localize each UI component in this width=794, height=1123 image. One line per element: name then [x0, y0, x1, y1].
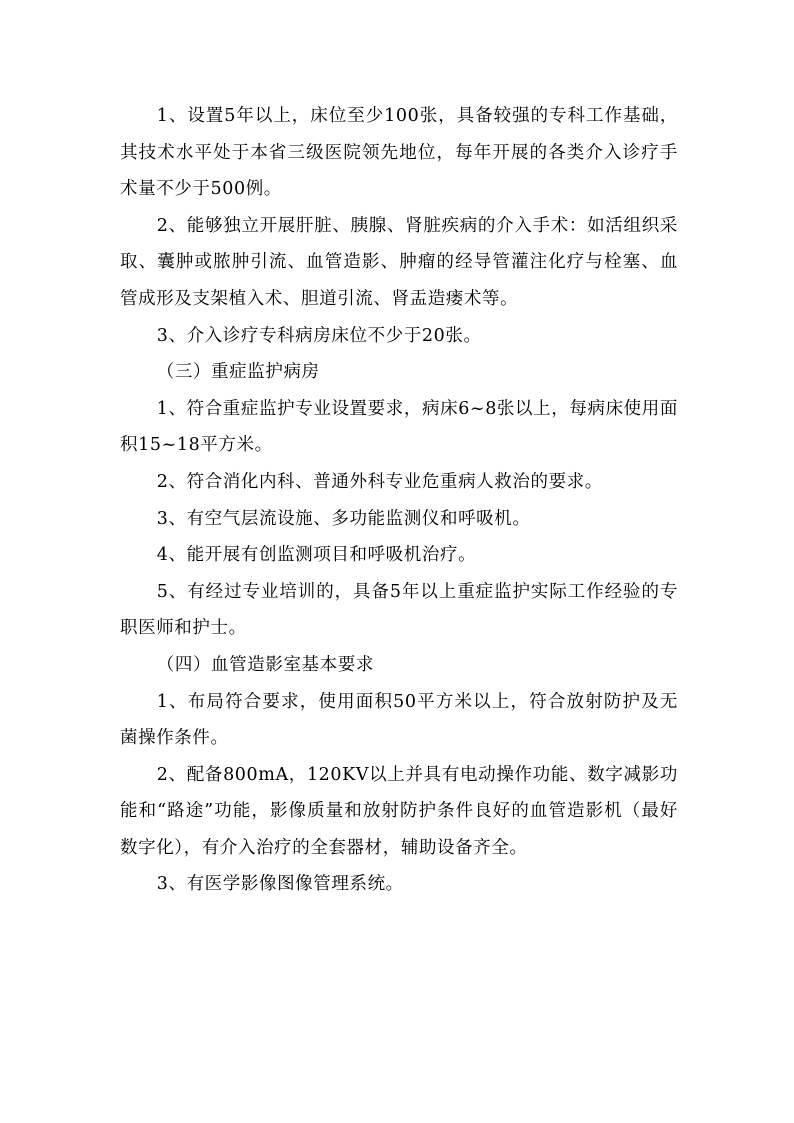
paragraph-icu-setup: 1、符合重症监护专业设置要求，病床6~8张以上，每病床使用面积15~18平方米。: [120, 398, 678, 456]
paragraph-icu-monitoring: 4、能开展有创监测项目和呼吸机治疗。: [156, 545, 477, 566]
paragraph-icu-equipment: 3、有空气层流设施、多功能监测仪和呼吸机。: [156, 508, 531, 529]
paragraph-imaging-system: 3、有医学影像图像管理系统。: [156, 874, 404, 895]
paragraph-ward-beds: 3、介入诊疗专科病房床位不少于20张。: [156, 325, 482, 346]
paragraph-angiography-equipment: 2、配备800mA，120KV以上并具有电动操作功能、数字减影功能和“路途”功能，影像质量和放射防护条件良好的血管造影机（最好数字化），有介入治疗的全套器材，辅助设备齐全。: [120, 764, 678, 858]
section-heading-angiography: （四）血管造影室基本要求: [156, 654, 374, 675]
paragraph-icu-critical-care: 2、符合消化内科、普通外科专业危重病人救治的要求。: [156, 471, 603, 492]
paragraph-icu-staff: 5、有经过专业培训的，具备5年以上重症监护实际工作经验的专职医师和护士。: [120, 581, 678, 639]
paragraph-interventional-procedures: 2、能够独立开展肝脏、胰腺、肾脏疾病的介入手术：如活组织采取、囊肿或脓肿引流、血管造影、肿瘤的经导管灌注化疗与栓塞、血管成形及支架植入术、胆道引流、肾盂造瘘术等。: [120, 215, 678, 309]
section-heading-icu: （三）重症监护病房: [156, 362, 320, 383]
paragraph-angiography-layout: 1、布局符合要求，使用面积50平方米以上，符合放射防护及无菌操作条件。: [120, 691, 678, 749]
document-body: [120, 98, 678, 903]
paragraph-interventional-beds: 1、设置5年以上，床位至少100张，具备较强的专科工作基础，其技术水平处于本省三级医院领先地位，每年开展的各类介入诊疗手术量不少于500例。: [120, 106, 678, 200]
